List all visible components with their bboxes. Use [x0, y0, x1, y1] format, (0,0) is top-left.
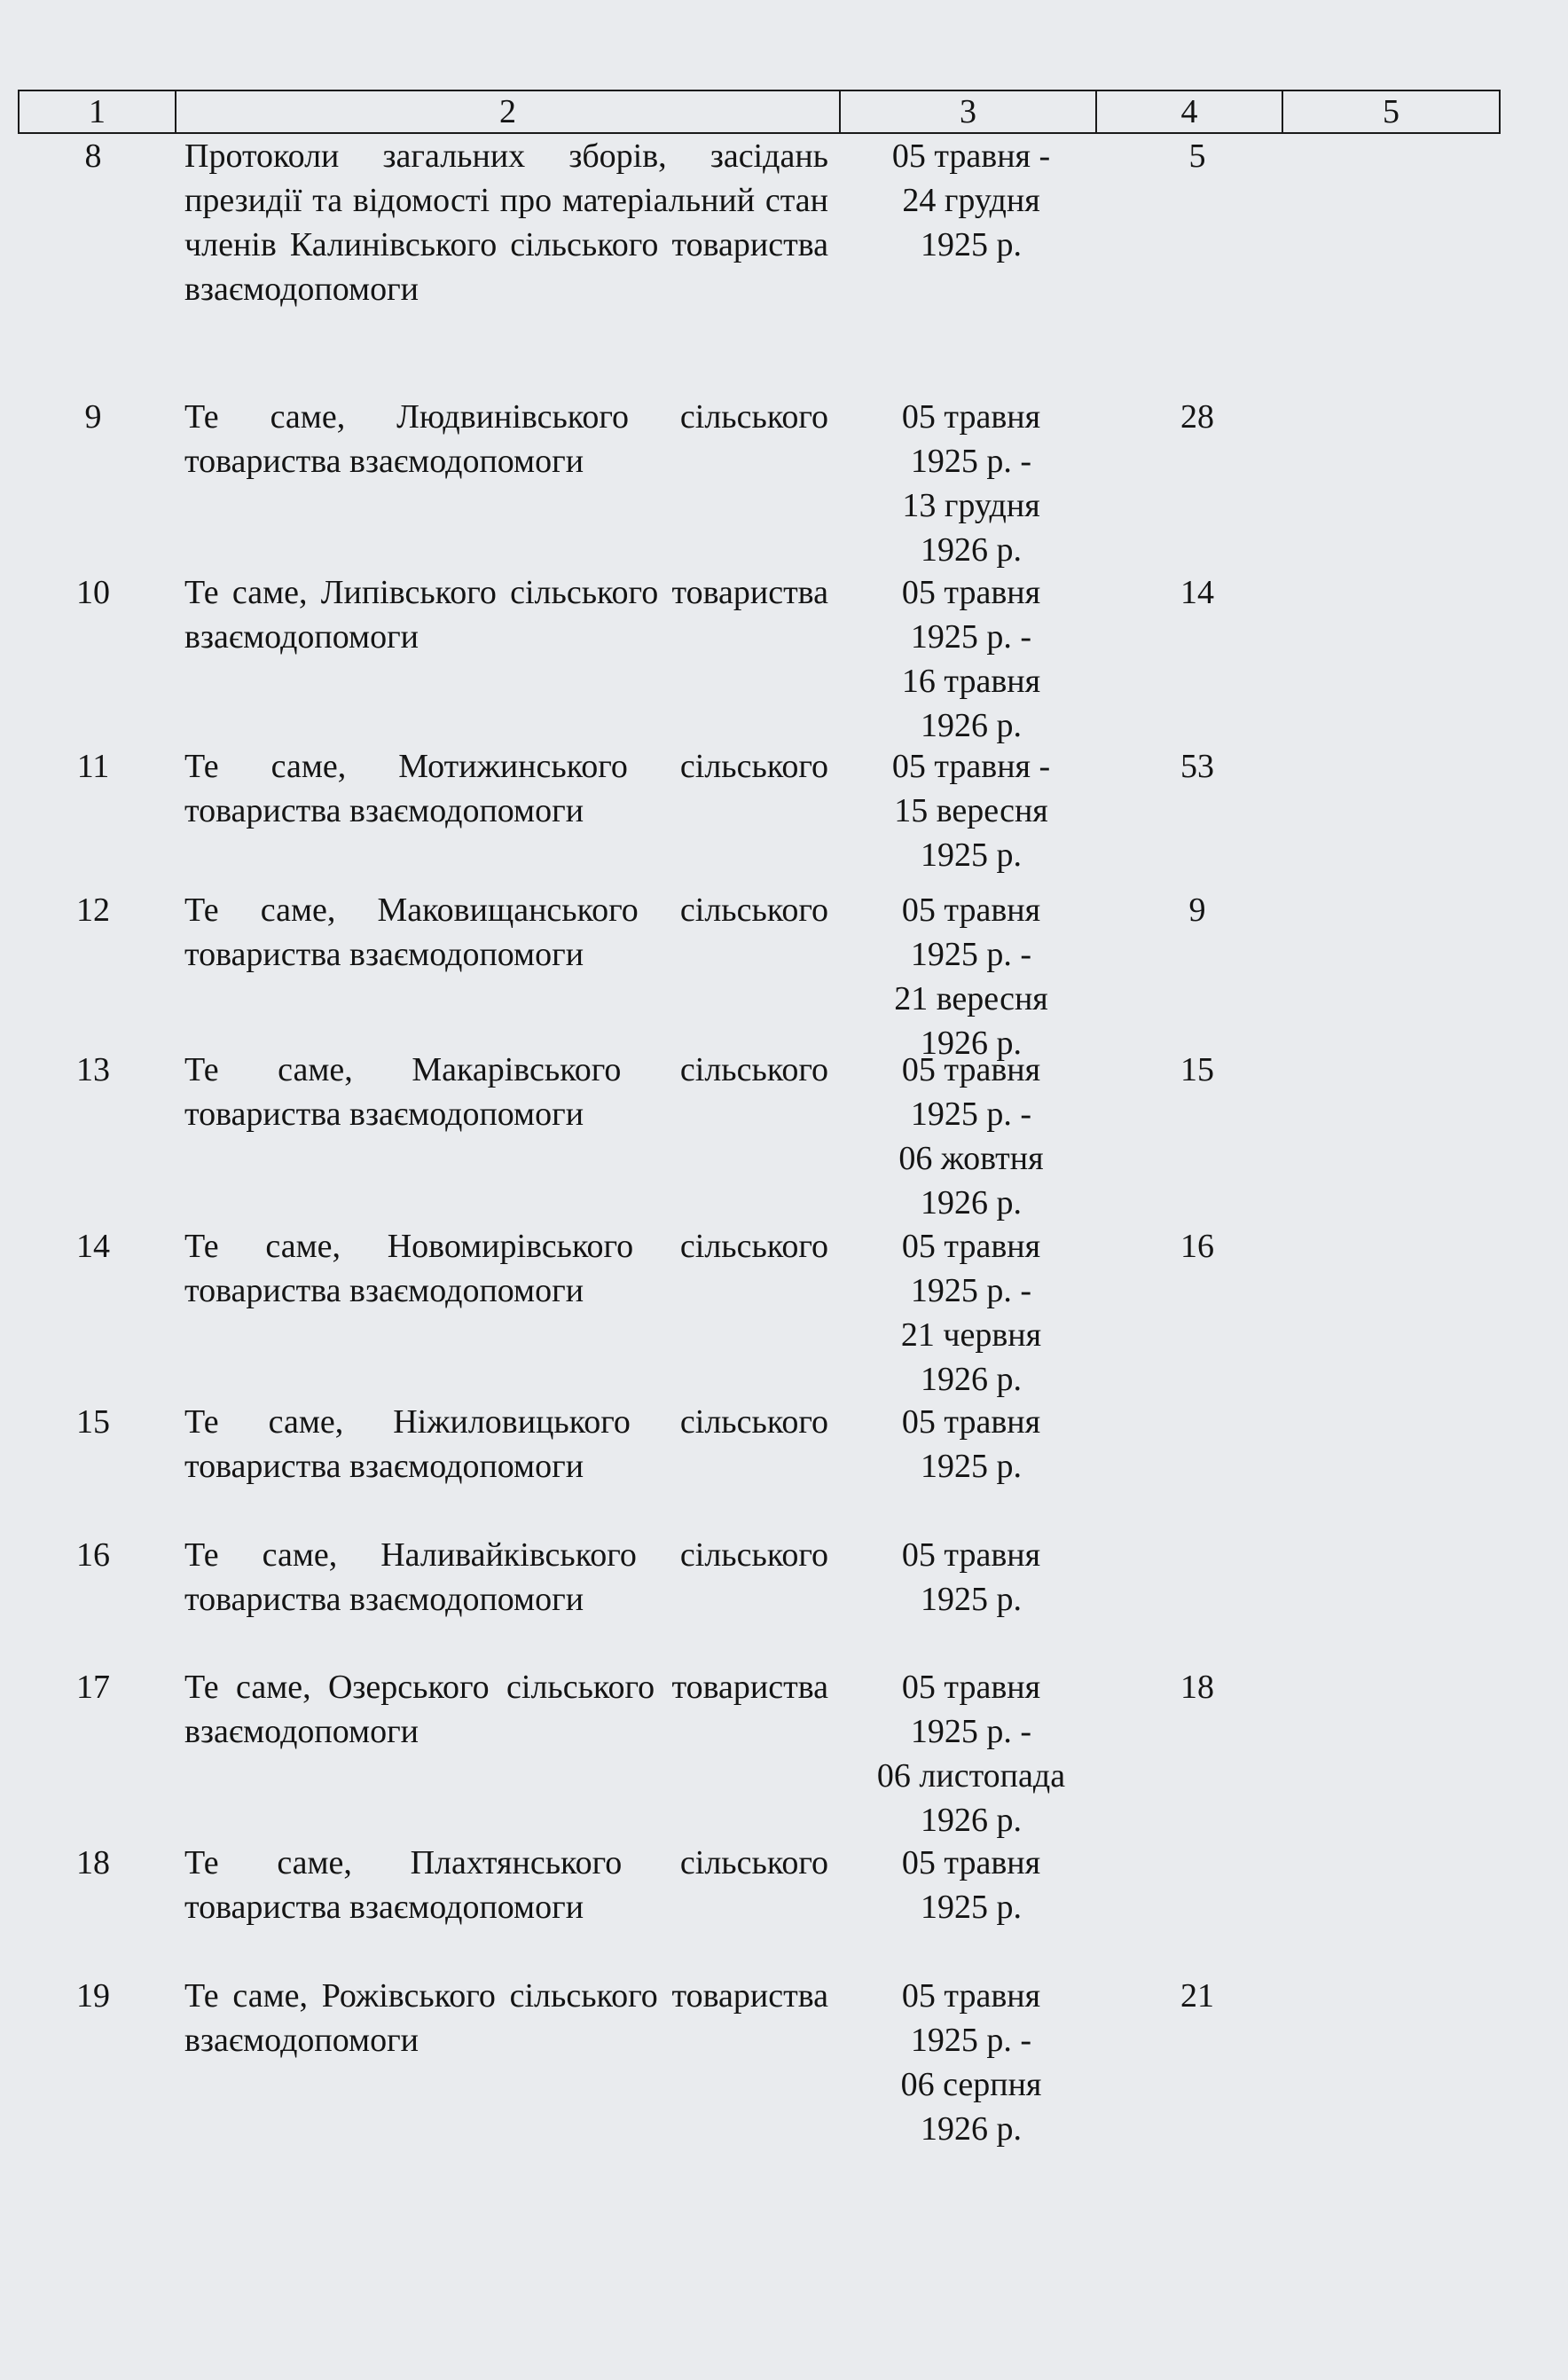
- row-sheet-count: 5: [1188, 137, 1206, 175]
- row-number: 16: [76, 1536, 110, 1574]
- row-sheet-count: 28: [1180, 398, 1214, 436]
- date-line: 1925 р. -: [910, 1272, 1032, 1309]
- row-sheet-count: 21: [1180, 1977, 1214, 2015]
- date-line: 05 травня: [901, 1403, 1041, 1441]
- date-line: 1925 р. -: [910, 1096, 1032, 1133]
- date-line: 05 травня -: [891, 748, 1051, 785]
- row-date-range: [851, 1665, 1091, 1842]
- date-line: 05 травня: [901, 1536, 1041, 1574]
- row-number: 11: [76, 748, 110, 785]
- row-description: Те саме, Липівського сільського товариства взаємодопомоги: [184, 574, 828, 656]
- column-header-3: 3: [841, 91, 1097, 132]
- row-description: Те саме, Рожівського сільського товариства взаємодопомоги: [184, 1977, 828, 2059]
- date-line: 05 травня: [901, 1228, 1041, 1265]
- row-number: 18: [76, 1844, 110, 1881]
- row-number: 10: [76, 574, 110, 611]
- date-line: 05 травня: [901, 398, 1041, 436]
- column-header-2: 2: [176, 91, 841, 132]
- date-line: 16 травня: [901, 663, 1041, 700]
- column-header-1: 1: [20, 91, 176, 132]
- date-line: 13 грудня: [902, 487, 1040, 524]
- date-line: 1925 р.: [921, 1581, 1022, 1618]
- row-sheet-count: 14: [1180, 574, 1214, 611]
- date-line: 05 травня: [901, 1844, 1041, 1881]
- row-description: Те саме, Мотижинського сільського товариства взаємодопомоги: [184, 748, 828, 829]
- row-description: Те саме, Маковищанського сільського товариства взаємодопомоги: [184, 892, 828, 973]
- date-line: 06 жовтня: [898, 1140, 1044, 1177]
- date-line: 1926 р.: [921, 1361, 1022, 1398]
- column-header-4: 4: [1097, 91, 1283, 132]
- row-date-range: [851, 1974, 1091, 2151]
- row-description: Те саме, Наливайківського сільського товариства взаємодопомоги: [184, 1536, 828, 1618]
- row-date-range: [851, 888, 1091, 1065]
- row-sheet-count: 15: [1180, 1051, 1214, 1088]
- row-date-range: [851, 1048, 1091, 1225]
- row-date-range: [851, 134, 1091, 267]
- row-description: Те саме, Ніжиловицького сільського товариства взаємодопомоги: [184, 1403, 828, 1485]
- date-line: 21 червня: [900, 1316, 1042, 1354]
- date-line: 1925 р. -: [910, 936, 1032, 973]
- date-line: 06 листопада: [876, 1757, 1066, 1795]
- date-line: 05 травня: [901, 1977, 1041, 2015]
- row-number: 14: [76, 1228, 110, 1265]
- date-line: 1925 р.: [921, 1889, 1022, 1926]
- row-date-range: [851, 1533, 1091, 1622]
- date-line: 05 травня: [901, 892, 1041, 929]
- row-sheet-count: 16: [1180, 1228, 1214, 1265]
- row-description: Те саме, Новомирівського сільського товариства взаємодопомоги: [184, 1228, 828, 1309]
- date-line: 1926 р.: [921, 2110, 1022, 2148]
- date-line: 1925 р.: [921, 226, 1022, 263]
- row-description: Те саме, Людвинівського сільського товариства взаємодопомоги: [184, 398, 828, 480]
- row-description: Те саме, Озерського сільського товариства взаємодопомоги: [184, 1669, 828, 1750]
- date-line: 05 травня: [901, 574, 1041, 611]
- row-description: Те саме, Макарівського сільського товариства взаємодопомоги: [184, 1051, 828, 1133]
- row-number: 17: [76, 1669, 110, 1706]
- date-line: 1925 р. -: [910, 1713, 1032, 1750]
- row-date-range: [851, 1400, 1091, 1488]
- date-line: 1926 р.: [921, 1802, 1022, 1839]
- date-line: 1925 р.: [921, 1448, 1022, 1485]
- date-line: 1926 р.: [921, 707, 1022, 744]
- row-date-range: [851, 1224, 1091, 1402]
- row-sheet-count: 9: [1188, 892, 1206, 929]
- row-description: Протоколи загальних зборів, засідань президії та відомості про матеріальний стан членів Калинівського сільського товариства взаємодопомоги: [184, 137, 828, 308]
- row-sheet-count: 53: [1180, 748, 1214, 785]
- date-line: 15 вересня: [894, 792, 1048, 829]
- row-number: 9: [84, 398, 102, 436]
- row-description: Те саме, Плахтянського сільського товариства взаємодопомоги: [184, 1844, 828, 1926]
- row-date-range: [851, 570, 1091, 748]
- row-sheet-count: 18: [1180, 1669, 1214, 1706]
- date-line: 05 травня: [901, 1669, 1041, 1706]
- date-line: 1925 р.: [921, 837, 1022, 874]
- date-line: 24 грудня: [902, 182, 1040, 219]
- column-header-5: 5: [1383, 93, 1399, 130]
- date-line: 1926 р.: [921, 1025, 1022, 1062]
- row-number: 12: [76, 892, 110, 929]
- date-line: 05 травня -: [891, 137, 1051, 175]
- date-line: 1926 р.: [921, 1184, 1022, 1221]
- row-number: 19: [76, 1977, 110, 2015]
- row-number: 8: [84, 137, 102, 175]
- date-line: 21 вересня: [894, 980, 1048, 1017]
- date-line: 1925 р. -: [910, 443, 1032, 480]
- row-date-range: [851, 744, 1091, 877]
- table-header: [18, 90, 1501, 134]
- date-line: 05 травня: [901, 1051, 1041, 1088]
- date-line: 06 серпня: [900, 2066, 1042, 2103]
- date-line: 1925 р. -: [910, 618, 1032, 656]
- row-date-range: [851, 1841, 1091, 1929]
- row-number: 13: [76, 1051, 110, 1088]
- date-line: 1926 р.: [921, 531, 1022, 569]
- date-line: 1925 р. -: [910, 2022, 1032, 2059]
- row-number: 15: [76, 1403, 110, 1441]
- row-date-range: [851, 395, 1091, 572]
